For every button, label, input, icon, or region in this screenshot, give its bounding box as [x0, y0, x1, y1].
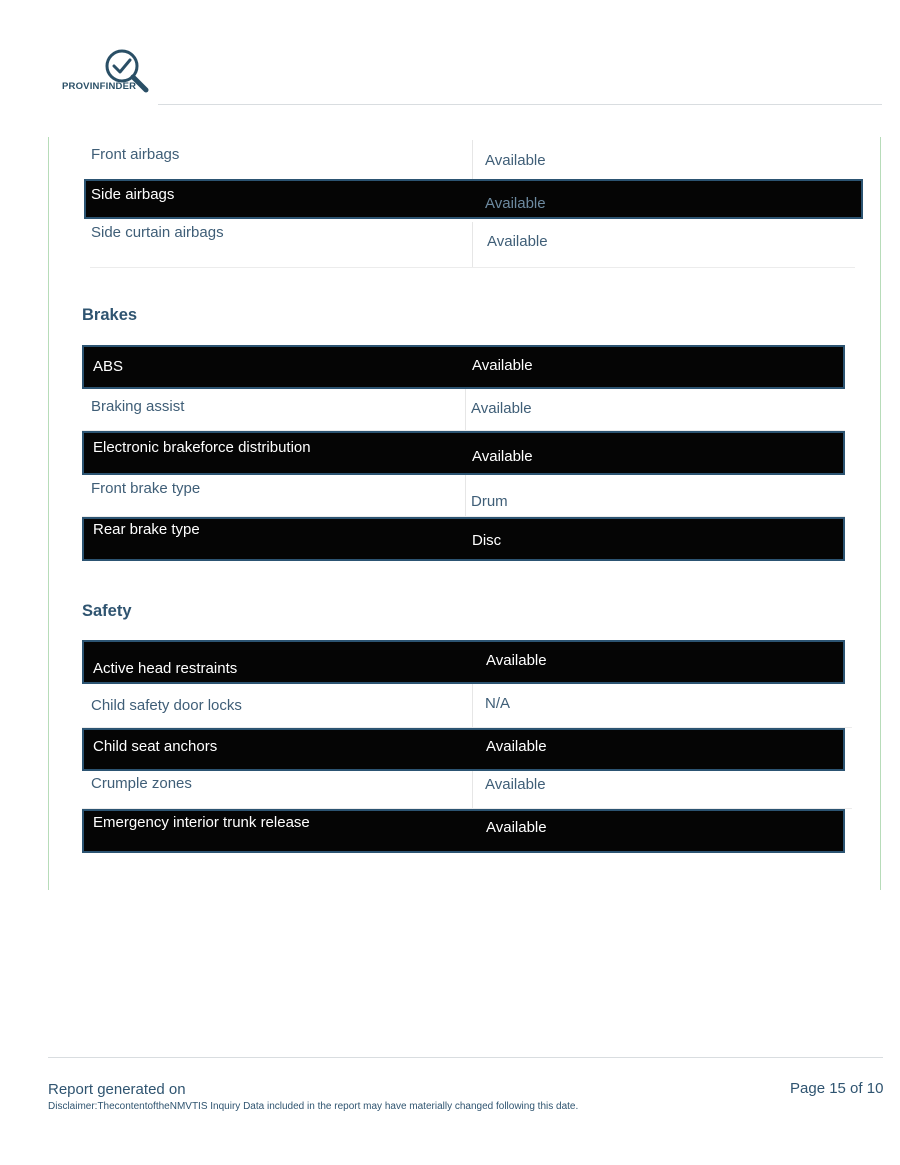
row-label: Child seat anchors — [93, 738, 218, 755]
row-value: N/A — [485, 695, 511, 712]
row-value: Available — [472, 448, 533, 465]
row-label: ABS — [93, 358, 124, 375]
row-label: Rear brake type — [93, 521, 200, 538]
row-value: Drum — [471, 493, 508, 510]
table-row — [82, 640, 845, 684]
section-title-safety: Safety — [82, 602, 132, 620]
row-label: Braking assist — [91, 398, 185, 415]
row-label: Emergency interior trunk release — [93, 814, 310, 831]
table-row — [90, 222, 855, 268]
row-value: Available — [471, 400, 532, 417]
content-frame-left — [48, 137, 49, 890]
row-value: Available — [485, 195, 546, 212]
logo-text: PROVINFINDER — [62, 81, 137, 92]
page-number: Page 15 of 10 — [790, 1080, 884, 1097]
column-divider — [472, 771, 473, 808]
provinfinder-logo — [48, 30, 158, 105]
column-divider — [465, 389, 466, 430]
row-label: Side airbags — [91, 186, 175, 203]
row-label: Crumple zones — [91, 775, 192, 792]
table-row — [84, 179, 863, 219]
table-row — [82, 475, 845, 517]
column-divider — [472, 684, 473, 727]
row-value: Available — [485, 152, 546, 169]
column-divider — [472, 140, 473, 179]
row-label: Active head restraints — [93, 660, 238, 677]
row-value: Available — [472, 357, 533, 374]
row-value: Available — [485, 776, 546, 793]
row-value: Available — [486, 738, 547, 755]
column-divider — [465, 475, 466, 516]
row-value: Available — [486, 819, 547, 836]
table-row — [82, 684, 852, 728]
header-divider — [158, 104, 882, 105]
column-divider — [472, 222, 473, 267]
table-row — [82, 809, 845, 853]
row-value: Available — [486, 652, 547, 669]
disclaimer-text: Disclaimer:ThecontentoftheNMVTIS Inquiry Data included in the report may have materially changed following this date. — [48, 1101, 579, 1112]
report-generated-label: Report generated on — [48, 1081, 186, 1098]
table-row — [82, 389, 845, 431]
table-row — [82, 517, 845, 561]
content-frame-right — [880, 137, 881, 890]
table-row — [82, 728, 845, 771]
table-row — [82, 345, 845, 389]
row-label: Electronic brakeforce distribution — [93, 439, 311, 456]
row-label: Child safety door locks — [91, 697, 242, 714]
row-label: Front airbags — [91, 146, 180, 163]
row-label: Front brake type — [91, 480, 201, 497]
footer-divider — [48, 1057, 883, 1058]
table-row — [82, 771, 852, 809]
table-row — [82, 431, 845, 475]
row-value: Available — [487, 233, 548, 250]
table-row — [90, 140, 855, 180]
section-title-brakes: Brakes — [82, 306, 138, 324]
row-label: Side curtain airbags — [91, 224, 224, 241]
row-value: Disc — [472, 532, 502, 549]
